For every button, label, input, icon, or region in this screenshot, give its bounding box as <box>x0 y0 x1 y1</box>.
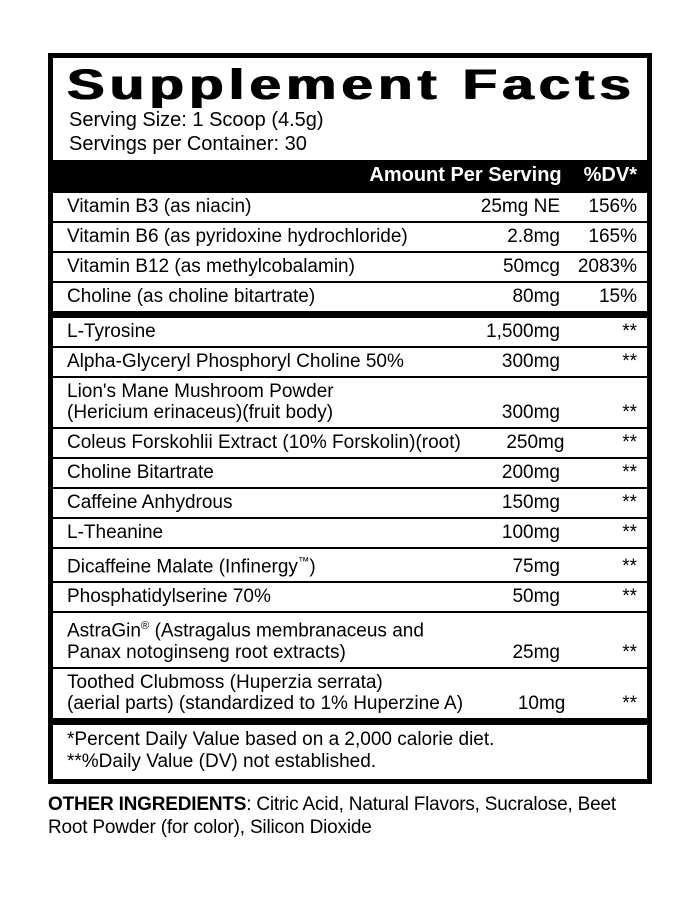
ingredient-dv: ** <box>622 692 637 714</box>
table-row <box>53 221 647 251</box>
ingredient-amount: 300mg <box>501 351 560 372</box>
supplement-facts-panel <box>48 53 652 839</box>
table-row <box>53 251 647 281</box>
ingredient-rows <box>53 191 647 718</box>
table-row <box>53 376 647 427</box>
ingredient-dv: ** <box>622 402 637 423</box>
table-row <box>53 191 647 221</box>
other-ingredients-text: : Citric Acid, Natural Flavors, Sucralose, Beet Root Powder (for color), Silicon Dioxide <box>48 793 616 838</box>
table-row <box>53 318 647 346</box>
ingredient-dv: ** <box>622 321 637 342</box>
ingredient-dv: 156% <box>588 196 637 217</box>
ingredient-dv: ** <box>622 492 637 513</box>
ingredient-name: L-Tyrosine <box>67 321 156 342</box>
ingredient-name: Vitamin B6 (as pyridoxine hydrochloride) <box>67 226 408 247</box>
ingredient-amount: 25mg NE <box>480 196 560 217</box>
serving-size: Serving Size: 1 Scoop (4.5g) <box>69 109 324 131</box>
ingredient-amount: 100mg <box>501 522 560 543</box>
registered-mark: ® <box>140 620 150 633</box>
ingredient-dv: ** <box>622 522 637 543</box>
footnotes <box>53 725 647 779</box>
ingredient-amount: 200mg <box>501 462 560 483</box>
ingredient-name: Choline Bitartrate <box>67 462 214 483</box>
ingredient-name: Alpha-Glyceryl Phosphoryl Choline 50% <box>67 351 404 372</box>
ingredient-amount: 50mg <box>512 586 560 608</box>
ingredient-dv: 2083% <box>577 256 637 277</box>
ingredient-amount: 250mg <box>506 432 565 453</box>
servings-per-container: Servings per Container: 30 <box>69 133 307 155</box>
ingredient-amount: 300mg <box>501 402 560 423</box>
ingredient-amount: 75mg <box>512 556 560 578</box>
ingredient-dv: 165% <box>588 226 637 247</box>
ingredient-name: Coleus Forskohlii Extract (10% Forskolin)(root) <box>67 432 461 453</box>
ingredient-amount: 25mg <box>512 641 560 663</box>
ingredient-dv: ** <box>622 586 637 608</box>
amount-per-serving-header: Amount Per Serving <box>369 164 562 186</box>
ingredient-amount: 80mg <box>512 286 560 307</box>
table-row <box>53 487 647 517</box>
table-row <box>53 281 647 311</box>
ingredient-name: Dicaffeine Malate (Infinergy™) <box>67 556 316 578</box>
table-row <box>53 346 647 376</box>
table-row <box>53 667 647 718</box>
ingredient-name: L-Theanine <box>67 522 164 543</box>
serving-info <box>53 108 647 156</box>
ingredient-name: Lion's Mane Mushroom Powder (Hericium erinaceus)(fruit body) <box>67 381 334 423</box>
ingredient-dv: ** <box>622 462 637 483</box>
table-row <box>53 427 647 457</box>
facts-box <box>48 53 652 784</box>
ingredient-dv: ** <box>622 432 637 453</box>
ingredient-name: Choline (as choline bitartrate) <box>67 286 316 307</box>
section-divider <box>53 311 647 318</box>
table-row <box>53 581 647 611</box>
ingredient-amount: 10mg <box>517 692 566 714</box>
ingredient-amount: 150mg <box>501 492 560 513</box>
ingredient-dv: ** <box>622 641 637 663</box>
other-ingredients <box>48 793 660 839</box>
ingredient-name: Toothed Clubmoss (Huperzia serrata) (aerial parts) (standardized to 1% Huperzine A) <box>67 671 464 714</box>
ingredient-amount: 2.8mg <box>507 226 560 247</box>
column-header-bar <box>53 160 647 191</box>
panel-title: Supplement Facts <box>67 61 637 109</box>
ingredient-dv: 15% <box>598 286 637 307</box>
table-row <box>53 457 647 487</box>
ingredient-dv: ** <box>622 556 637 578</box>
footnote-dv-not-established: **%Daily Value (DV) not established. <box>67 750 377 772</box>
other-ingredients-label: OTHER INGREDIENTS <box>48 793 247 815</box>
table-row <box>53 517 647 547</box>
footnote-daily-value: *Percent Daily Value based on a 2,000 calorie diet. <box>67 728 495 750</box>
ingredient-amount: 50mcg <box>502 256 560 277</box>
ingredient-name: Vitamin B12 (as methylcobalamin) <box>67 256 355 277</box>
ingredient-amount: 1,500mg <box>486 321 560 342</box>
section-divider <box>53 718 647 725</box>
ingredient-name: Phosphatidylserine 70% <box>67 586 271 608</box>
table-row <box>53 547 647 581</box>
dv-header: %DV* <box>583 164 637 186</box>
ingredient-name: Vitamin B3 (as niacin) <box>67 196 252 217</box>
trademark-mark: ™ <box>297 556 310 568</box>
ingredient-name: AstraGin® (Astragalus membranaceus and Panax notoginseng root extracts) <box>67 620 424 663</box>
ingredient-dv: ** <box>622 351 637 372</box>
ingredient-name: Caffeine Anhydrous <box>67 492 233 513</box>
table-row <box>53 611 647 666</box>
